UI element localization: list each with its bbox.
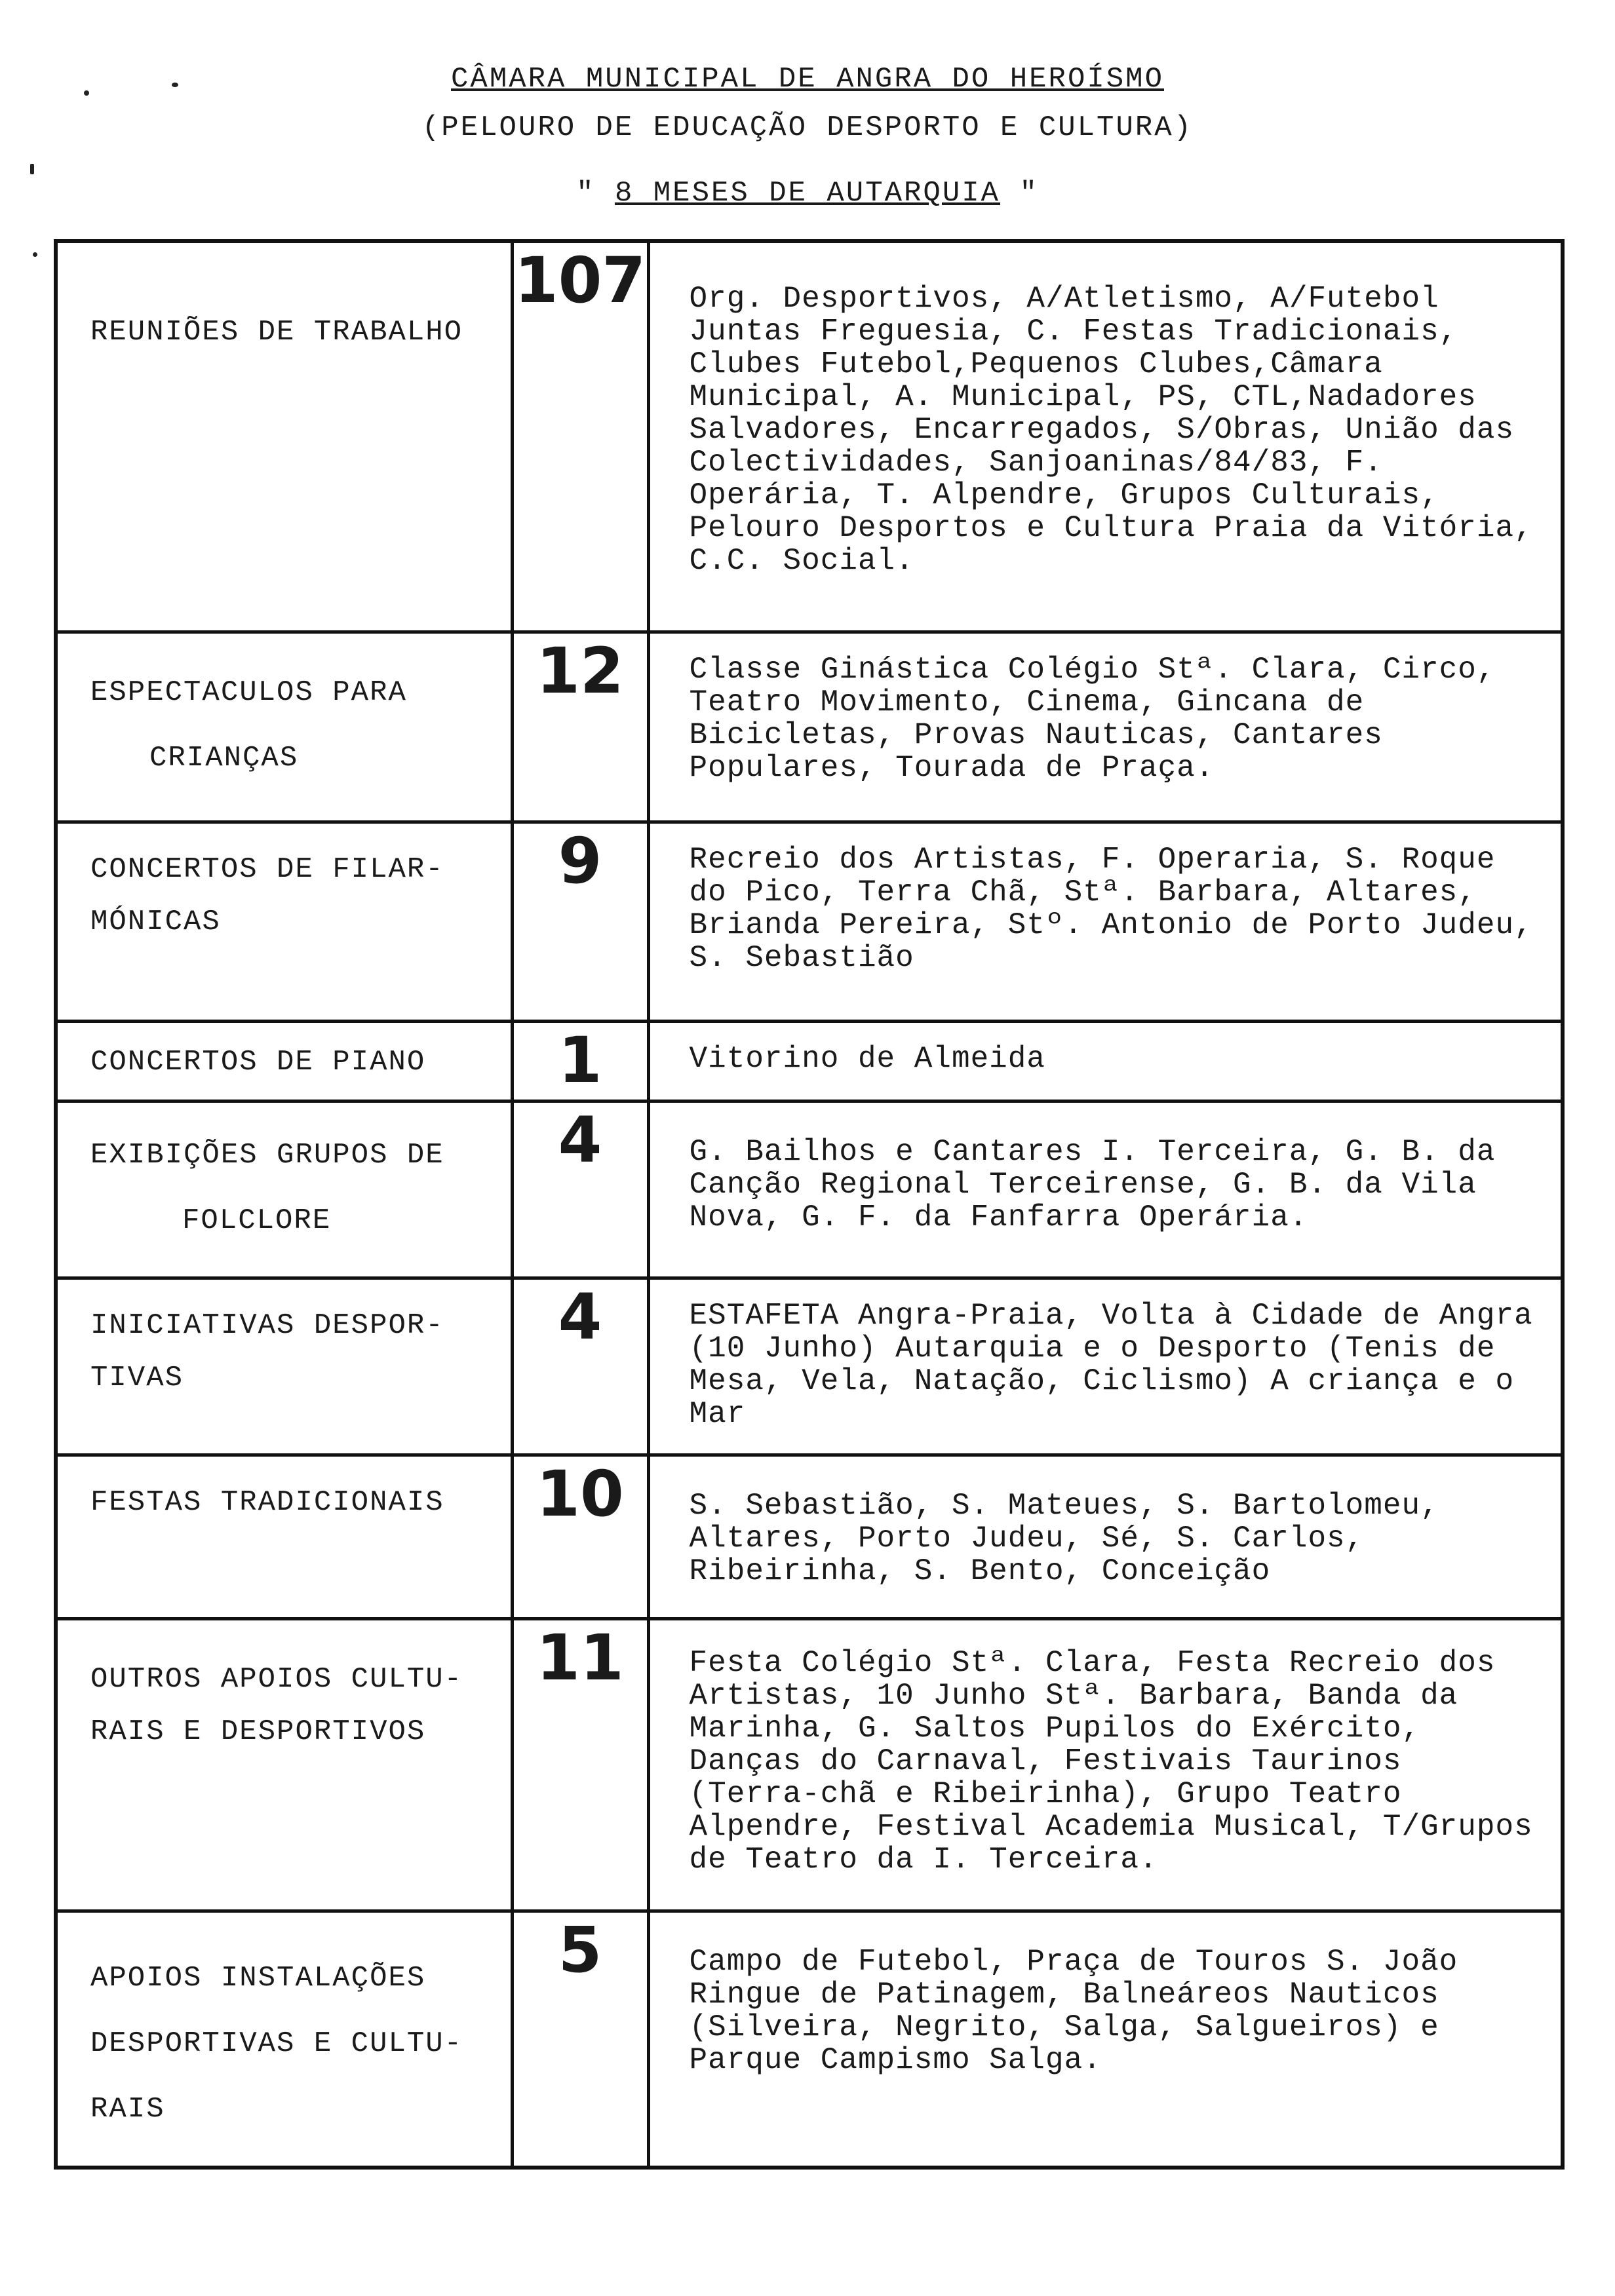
category-cell [56,1618,512,1911]
table-row [56,1101,1563,1278]
department-subtitle: (PELOURO DE EDUCAÇÃO DESPORTO E CULTURA) [421,111,1194,144]
count-cell: 11 [512,1618,648,1911]
category-cell [56,1455,512,1618]
table-row [56,1021,1563,1101]
category-cell [56,1911,512,2168]
category-cell [56,632,512,822]
description-cell: Festa Colégio Stª. Clara, Festa Recreio dos Artistas, 10 Junho Stª. Barbara, Banda da Marinha, G. Saltos Pupilos do Exército, Danças do Carnaval, Festivais Taurinos (Terra-chã e Ribeirinha), Grupo Teatro Alpendre, Festival Academia Musical, T/Grupos de Teatro da I. Terceira. [648,1618,1563,1911]
description-cell: ESTAFETA Angra-Praia, Volta à Cidade de Angra (10 Junho) Autarquia e o Desporto (Tenis de Mesa, Vela, Natação, Ciclismo) A criança e o Mar [648,1278,1563,1455]
category-label: APOIOS INSTALAÇÕES [90,1961,426,1995]
count-cell: 5 [512,1911,648,2168]
table-row [56,1618,1563,1911]
table-row [56,1911,1563,2168]
description-cell: S. Sebastião, S. Mateues, S. Bartolomeu, Altares, Porto Judeu, Sé, S. Carlos, Ribeirinha, S. Bento, Conceição [648,1455,1563,1618]
report-title [0,177,1615,210]
count-cell: 1 [512,1021,648,1101]
activities-table [54,239,1565,2170]
count-cell: 10 [512,1455,648,1618]
category-label: TIVAS [90,1361,184,1394]
table-row [56,632,1563,822]
count-cell: 12 [512,632,648,822]
report-title-quote-close: " [1000,177,1039,210]
category-label: REUNIÕES DE TRABALHO [90,316,463,349]
table-row [56,1455,1563,1618]
category-label: CONCERTOS DE PIANO [90,1045,426,1079]
category-cell [56,1021,512,1101]
category-cell [56,822,512,1021]
category-label: FESTAS TRADICIONAIS [90,1485,444,1519]
table-row [56,241,1563,632]
scan-speck [30,164,34,174]
description-cell: Classe Ginástica Colégio Stª. Clara, Circo, Teatro Movimento, Cinema, Gincana de Bicicletas, Provas Nauticas, Cantares Populares, Tourada de Praça. [648,632,1563,822]
category-label: ESPECTACULOS PARA [90,676,407,709]
description-cell: Org. Desportivos, A/Atletismo, A/Futebol Juntas Freguesia, C. Festas Tradicionais, Clubes Futebol,Pequenos Clubes,Câmara Municipal, A. Municipal, PS, CTL,Nadadores Salvadores, Encarregados, S/Obras, União das Colectividades, Sanjoaninas/84/83, F. Operária, T. Alpendre, Grupos Culturais, Pelouro Desportos e Cultura Praia da Vitória, C.C. Social. [648,241,1563,632]
category-label: RAIS E DESPORTIVOS [90,1715,426,1748]
category-cell [56,1101,512,1278]
category-label: RAIS [90,2092,165,2126]
category-label: CONCERTOS DE FILAR- [90,852,444,886]
scan-speck [33,252,37,257]
category-label: EXIBIÇÕES GRUPOS DE [90,1138,444,1172]
description-cell: G. Bailhos e Cantares I. Terceira, G. B. da Canção Regional Terceirense, G. B. da Vila Nova, G. F. da Fanfarra Operária. [648,1101,1563,1278]
table-row [56,822,1563,1021]
description-cell: Campo de Futebol, Praça de Touros S. João Ringue de Patinagem, Balneáreos Nauticos (Silveira, Negrito, Salga, Salgueiros) e Parque Campismo Salga. [648,1911,1563,2168]
category-cell [56,1278,512,1455]
category-label: MÓNICAS [90,905,221,938]
count-cell: 9 [512,822,648,1021]
category-label: FOLCLORE [182,1204,332,1237]
count-cell: 4 [512,1278,648,1455]
category-label: INICIATIVAS DESPOR- [90,1309,444,1342]
table-row [56,1278,1563,1455]
category-label: OUTROS APOIOS CULTU- [90,1662,463,1696]
municipality-title: CÂMARA MUNICIPAL DE ANGRA DO HEROÍSMO [451,63,1164,96]
description-cell: Recreio dos Artistas, F. Operaria, S. Roque do Pico, Terra Chã, Stª. Barbara, Altares, Brianda Pereira, Stº. Antonio de Porto Judeu, S. Sebastião [648,822,1563,1021]
description-cell: Vitorino de Almeida [648,1021,1563,1101]
category-label: CRIANÇAS [149,741,299,775]
count-cell: 107 [512,241,648,632]
category-label: DESPORTIVAS E CULTU- [90,2027,463,2060]
count-cell: 4 [512,1101,648,1278]
report-title-text: 8 MESES DE AUTARQUIA [614,177,1001,210]
category-cell [56,241,512,632]
report-title-quote-open: " [576,177,615,210]
